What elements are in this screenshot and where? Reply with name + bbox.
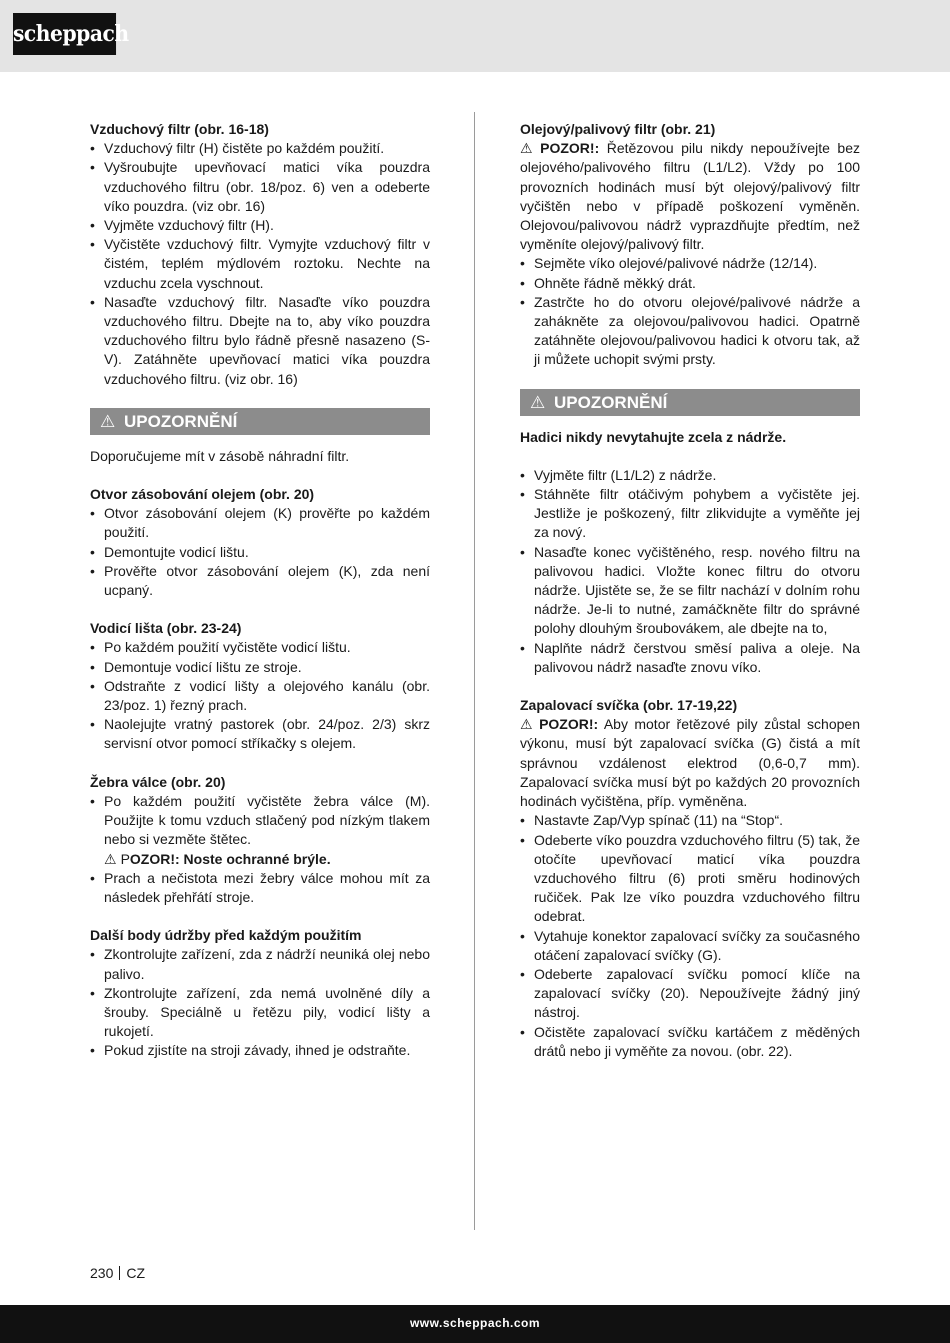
warning-label: UPOZORNĚNÍ xyxy=(553,392,668,412)
left-column xyxy=(90,120,430,1080)
list-item: • Vyšroubujte upevňovací matici víka pouzdra vzduchového filtru (obr. 18/poz. 6) ven a odeberte víko pouzdra. (viz obr. 16) xyxy=(90,158,430,216)
list-item: • Vyčistěte vzduchový filtr. Vymyjte vzduchový filtr v čistém, teplém mýdlovém roztoku. Nechte na vzduchu zcela vyschnout. xyxy=(90,235,430,293)
inline-warning xyxy=(104,851,331,867)
page-number-label xyxy=(90,1265,145,1281)
list-item-text: Po každém použití vyčistěte žebra válce (M). Použijte k tomu vzduch stlačený pod nízkým tlakem nebo si vezměte štětec. xyxy=(104,792,430,848)
page-number: 230 xyxy=(90,1265,114,1281)
section-title: Vodicí lišta (obr. 23-24) xyxy=(90,620,242,637)
section-spark-plug xyxy=(520,696,860,1061)
warning-banner xyxy=(90,408,430,435)
list-item: • Odeberte zapalovací svíčku pomocí klíče na zapalovací svíčky (20). Nepoužívejte žádný jiný nástroj. xyxy=(520,965,860,1023)
list-item: • Prověřte otvor zásobování olejem (K), zda není ucpaný. xyxy=(90,562,430,600)
inline-warning-text: OZOR!: Noste ochranné brýle. xyxy=(129,850,331,867)
warning-text: Aby motor řetězové pily zůstal schopen výkonu, musí být zapalovací svíčka (G) čistá a mít správnou vzdálenost elektrod (0,6-0,7 mm). Zapalovací svíčka musí být po každých 20 provozních hodinách vyčištěna, příp. vyměněna. xyxy=(520,716,860,810)
list-item: • Demontuje vodicí lištu ze stroje. xyxy=(90,658,430,677)
section-title: Další body údržby před každým použitím xyxy=(90,927,362,944)
warning-triangle-icon: ⚠ xyxy=(520,716,536,733)
list-item: • Naolejujte vratný pastorek (obr. 24/poz. 2/3) skrz servisní otvor pomocí stříkačky s olejem. xyxy=(90,715,430,753)
section-oil-fuel-filter xyxy=(520,120,860,370)
list-item: • Ohněte řádně měkký drát. xyxy=(520,274,860,293)
list-item xyxy=(90,792,430,869)
bullet-list xyxy=(520,811,860,1061)
list-item: • Sejměte víko olejové/palivové nádrže (12/14). xyxy=(520,254,860,273)
section-title: Otvor zásobování olejem (obr. 20) xyxy=(90,486,315,503)
list-item: • Vyjměte vzduchový filtr (H). xyxy=(90,216,430,235)
bullet-list xyxy=(90,945,430,1060)
list-item: • Demontujte vodicí lištu. xyxy=(90,543,430,562)
column-divider xyxy=(474,112,475,1230)
warning-triangle-icon: ⚠ xyxy=(100,411,116,431)
inline-warning-initial: P xyxy=(120,850,130,867)
list-item: • Zkontrolujte zařízení, zda nemá uvolněné díly a šrouby. Speciálně u řetězu pily, vodicí lišty a rukojetí. xyxy=(90,984,430,1042)
section-guide-bar xyxy=(90,619,430,753)
list-item: • Nasaďte vzduchový filtr. Nasaďte víko pouzdra vzduchového filtru. Dbejte na to, aby víko pouzdra vzduchového filtru bylo řádně přesně nasazeno (S-V). Zatáhněte upevňovací matici víka pouzdra vzduchového filtru. (viz obr. 16) xyxy=(90,293,430,389)
warning-text: Doporučujeme mít v zásobě náhradní filtr. xyxy=(90,447,350,464)
footer-band xyxy=(0,1305,950,1343)
warning-label: UPOZORNĚNÍ xyxy=(123,411,238,431)
bullet-list xyxy=(90,504,430,600)
section-oil-opening xyxy=(90,485,430,600)
section-title: Zapalovací svíčka (obr. 17-19,22) xyxy=(520,697,738,714)
list-item: • Vytahuje konektor zapalovací svíčky za současného otáčení zapalovací svíčky (G). xyxy=(520,927,860,965)
section-title: Vzduchový filtr (obr. 16-18) xyxy=(90,121,269,137)
list-item: • Vzduchový filtr (H) čistěte po každém použití. xyxy=(90,139,430,158)
warning-banner xyxy=(520,389,860,416)
right-column xyxy=(520,120,860,1080)
website-link[interactable]: www.scheppach.com xyxy=(409,1316,541,1330)
warning-triangle-icon: ⚠ xyxy=(530,392,546,412)
scheppach-logo: scheppach xyxy=(13,13,116,55)
list-item: • Odstraňte z vodicí lišty a olejového kanálu (obr. 23/poz. 1) řezný prach. xyxy=(90,677,430,715)
list-item: • Prach a nečistota mezi žebry válce mohou mít za následek přehřátí stroje. xyxy=(90,869,430,907)
bullet-list xyxy=(520,466,860,677)
warning-label: POZOR!: xyxy=(539,716,599,733)
list-item: • Naplňte nádrž čerstvou směsí paliva a oleje. Na palivovou nádrž nasaďte znovu víko. xyxy=(520,639,860,677)
warning-paragraph xyxy=(520,715,860,811)
warning-label: POZOR!: xyxy=(540,140,600,157)
section-cylinder-fins xyxy=(90,773,430,907)
bullet-list xyxy=(90,139,430,389)
list-item: • Stáhněte filtr otáčivým pohybem a vyčistěte jej. Jestliže je poškozený, filtr zlikvidujte a vyměňte jej za nový. xyxy=(520,485,860,543)
footer-separator xyxy=(119,1266,120,1280)
header-band xyxy=(0,0,950,72)
language-code: CZ xyxy=(126,1265,146,1281)
section-air-filter xyxy=(90,120,430,389)
list-item: • Odeberte víko pouzdra vzduchového filtru (5) tak, že otočíte upevňovací maticí víka pouzdra vzduchového filtru (6) proti směru hodinových ručiček. Pak lze víko pouzdra vzduchového filtru odebrat. xyxy=(520,831,860,927)
list-item: • Očistěte zapalovací svíčku kartáčem z měděných drátů nebo ji vyměňte za novou. (obr. 22). xyxy=(520,1023,860,1061)
bullet-list xyxy=(90,638,430,753)
warning-text: Řetězovou pilu nikdy nepoužívejte bez olejového/palivového filtru (L1/L2). Vždy po 100 provozních hodinách musí být olejový/palivový filtr vyčištěn nebo v případě poškození vyměněn. Olejovou/palivovou nádrž vyprazdňujte předtím, než vyměníte olejový/palivový filtr. xyxy=(520,140,860,253)
list-item: • Otvor zásobování olejem (K) prověřte po každém použití. xyxy=(90,504,430,542)
list-item: • Vyjměte filtr (L1/L2) z nádrže. xyxy=(520,466,860,485)
section-filter-steps xyxy=(520,466,860,677)
warning-triangle-icon: ⚠ xyxy=(104,850,117,867)
list-item: • Po každém použití vyčistěte vodicí lištu. xyxy=(90,638,430,657)
section-title: Olejový/palivový filtr (obr. 21) xyxy=(520,121,716,137)
bullet-list xyxy=(90,792,430,907)
warning-paragraph xyxy=(520,139,860,254)
section-other-points xyxy=(90,926,430,1060)
section-title: Žebra válce (obr. 20) xyxy=(90,773,226,790)
warning-text: Hadici nikdy nevytahujte zcela z nádrže. xyxy=(520,428,787,445)
list-item: • Nasaďte konec vyčištěného, resp. nového filtru na palivovou hadici. Vložte konec filtru do otvoru nádrže. Ujistěte se, že se filtr nachází v dolním rohu nádrže. Je-li to nutné, zamáčkněte filtr do správné polohy dlouhým šroubovákem, ale dbejte na to, xyxy=(520,543,860,639)
list-item: • Zkontrolujte zařízení, zda z nádrží neuniká olej nebo palivo. xyxy=(90,945,430,983)
list-item: • Nastavte Zap/Vyp spínač (11) na “Stop“. xyxy=(520,811,860,830)
list-item: • Pokud zjistíte na stroji závady, ihned je odstraňte. xyxy=(90,1041,430,1060)
list-item: • Zastrčte ho do otvoru olejové/palivové nádrže a zahákněte za olejovou/palivovou hadici. Opatrně zatáhněte olejovou/palivovou hadici k otvoru tak, až ji můžete uchopit svými prsty. xyxy=(520,293,860,370)
bullet-list xyxy=(520,254,860,369)
warning-triangle-icon: ⚠ xyxy=(520,140,537,157)
